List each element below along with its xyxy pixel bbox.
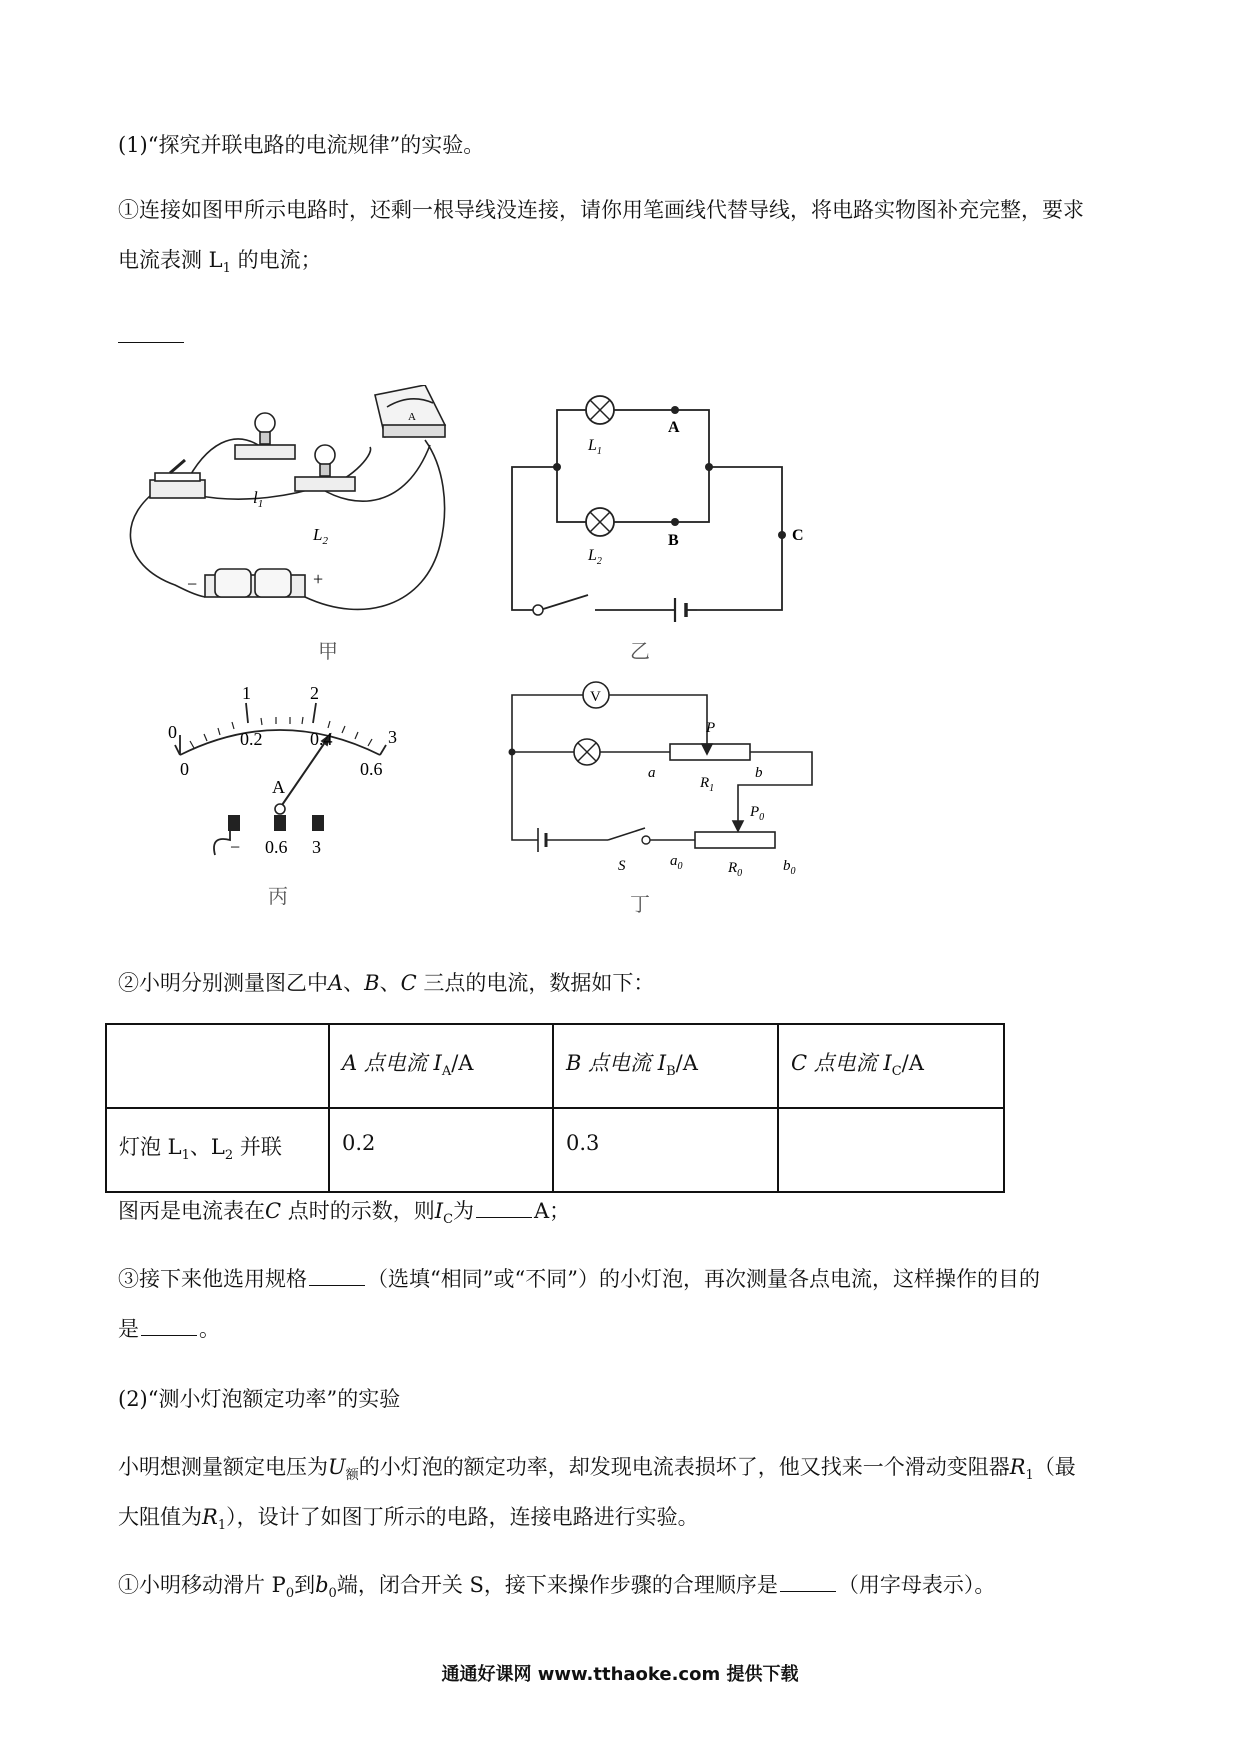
caption-jia: 甲: [318, 639, 338, 663]
dial-unit-a: A: [272, 777, 285, 797]
ding-label-p0: $P_0$: [750, 804, 765, 823]
q1-step1-line1: ①连接如图甲所示电路时，还剩一根导线没连接，请你用笔画线代替导线，将电路实物图补充完整，要求: [118, 198, 1084, 222]
q2-step1: ①小明移动滑片 $P_0$到$b_0$端，闭合开关 S，接下来操作步骤的合理顺序是 （用字母表示）。: [118, 1573, 996, 1602]
yi-label-l2: $L_2$: [588, 547, 602, 567]
dial-outer-2: 2: [310, 683, 319, 703]
q2-para-line2: 大阻值为$R_1$），设计了如图丁所示的电路，连接电路进行实验。: [118, 1505, 699, 1534]
caption-ding: 丁: [630, 892, 650, 916]
ding-label-p: P: [706, 720, 716, 736]
answer-blank-1[interactable]: [118, 342, 184, 343]
battery-plus-label: +: [313, 569, 324, 589]
figure-ding: [500, 680, 820, 895]
table-cell: 0.2: [329, 1108, 553, 1192]
terminal-06: 0.6: [265, 837, 288, 857]
table-cell[interactable]: [778, 1108, 1004, 1192]
jia-label-l2: $L_2$: [313, 525, 328, 547]
yi-label-c: C: [792, 527, 804, 544]
answer-blank-order[interactable]: [780, 1590, 836, 1592]
page-footer: 通通好课网 www.tthaoke.com 提供下载: [441, 1664, 799, 1685]
current-data-table: [105, 1023, 1005, 1193]
table-header-cell: B 点电流 $I_B/A$: [553, 1024, 778, 1108]
yi-label-l1: $L_1$: [588, 437, 602, 457]
ding-label-s: S: [618, 858, 626, 874]
q1-reading: 图丙是电流表在C 点时的示数，则$I_C$为 A；: [118, 1199, 571, 1228]
answer-blank-ic[interactable]: [476, 1216, 532, 1218]
figure-bing: [150, 675, 430, 870]
dial-inner-06: 0.6: [360, 759, 383, 779]
table-header-cell: C 点电流 $I_C/A$: [778, 1024, 1004, 1108]
terminal-3: 3: [312, 837, 321, 857]
q1-step1-line2: 电流表测 $L_1$ 的电流；: [118, 248, 322, 277]
q1-title: (1)“探究并联电路的电流规律”的实验。: [118, 133, 485, 157]
figure-yi: [500, 395, 820, 625]
dial-inner-04: 0.4: [310, 729, 333, 749]
jia-label-l1: $l_1$: [253, 488, 264, 510]
dial-outer-1: 1: [242, 683, 251, 703]
yi-label-b: B: [668, 532, 679, 549]
ammeter-a-label: A: [408, 411, 416, 423]
ding-label-r1: $R_1$: [700, 775, 715, 794]
dial-inner-02: 0.2: [240, 729, 263, 749]
table-header-row: [106, 1024, 1004, 1108]
dial-outer-3: 3: [388, 727, 397, 747]
voltmeter-label: V: [590, 689, 601, 705]
ding-label-b0: $b_0$: [783, 858, 796, 877]
ding-label-a: a: [648, 765, 656, 781]
q1-step2: ②小明分别测量图乙中A、B、C 三点的电流，数据如下：: [118, 971, 655, 995]
yi-label-a: A: [668, 419, 680, 436]
ding-label-a0: $a_0$: [670, 853, 683, 872]
figure-jia: [125, 385, 470, 625]
terminal-minus: −: [230, 837, 241, 857]
answer-blank-spec[interactable]: [309, 1284, 365, 1286]
answer-blank-purpose[interactable]: [141, 1334, 197, 1336]
q1-step3-line2: 是 。: [118, 1317, 220, 1341]
table-row-label: 灯泡 $L_1$、$L_2$ 并联: [106, 1108, 329, 1192]
ding-label-r0: $R_0$: [728, 860, 743, 879]
q2-para-line1: 小明想测量额定电压为$U_额$的小灯泡的额定功率，却发现电流表损坏了，他又找来一个滑动变阻器$R_1$（最: [118, 1455, 1076, 1484]
caption-bing: 丙: [268, 884, 288, 908]
dial-inner-0: 0: [180, 759, 189, 779]
table-header-cell: A 点电流 $I_A/A$: [329, 1024, 553, 1108]
table-cell: 0.3: [553, 1108, 778, 1192]
table-row: [106, 1108, 1004, 1192]
q2-title: (2)“测小灯泡额定功率”的实验: [118, 1387, 401, 1411]
ding-label-b: b: [755, 765, 763, 781]
table-header-cell: [106, 1024, 329, 1108]
q1-step3-line1: ③接下来他选用规格 （选填“相同”或“不同”）的小灯泡，再次测量各点电流，这样操作的目的: [118, 1267, 1040, 1291]
battery-minus-label: −: [187, 574, 198, 594]
caption-yi: 乙: [630, 639, 650, 663]
dial-outer-0: 0: [168, 722, 177, 742]
